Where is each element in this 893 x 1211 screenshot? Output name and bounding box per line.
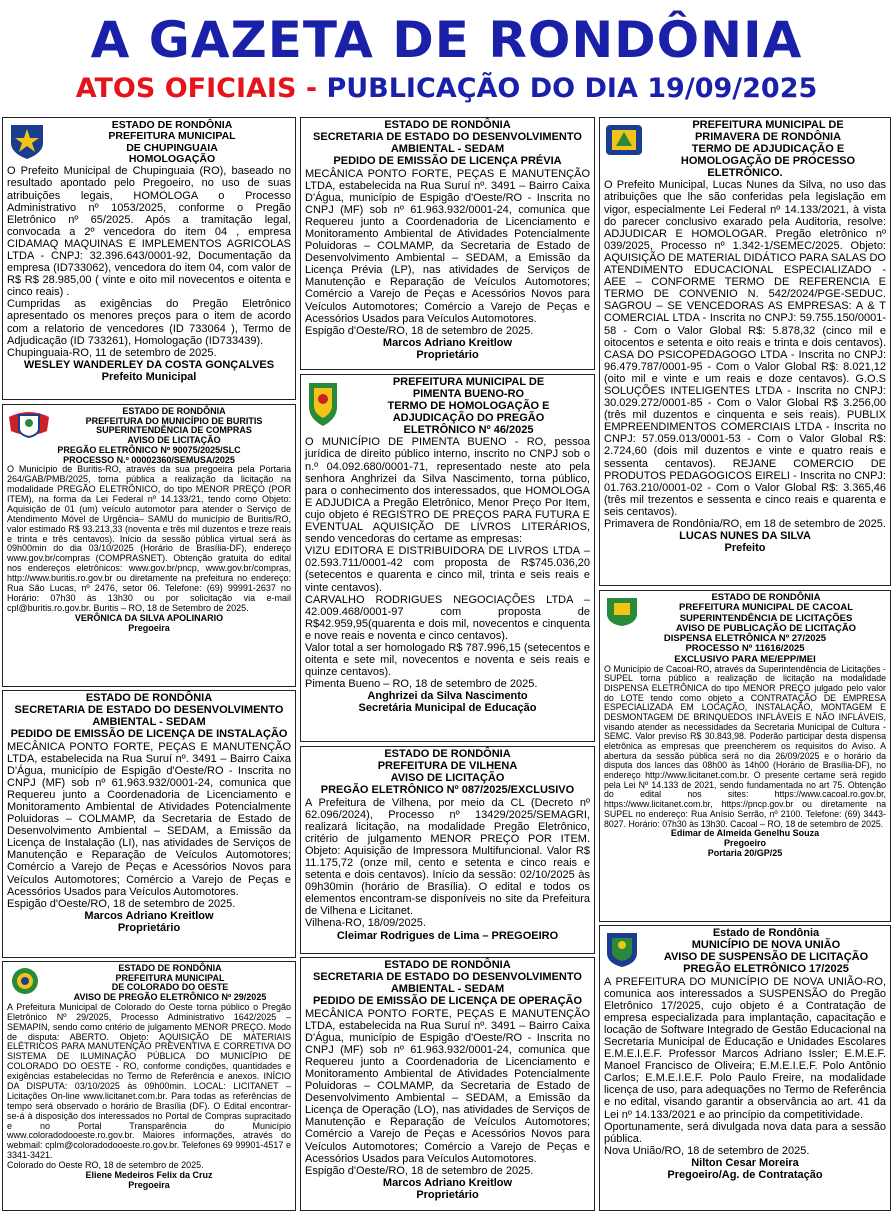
notice-header: ESTADO DE RONDÔNIA	[85, 692, 213, 704]
notice-header: HOMOLOGAÇÃO DE PROCESSO ELETRÔNICO.	[680, 154, 856, 179]
notice-sedam-operacao	[300, 957, 595, 1211]
notice-header: Estado de Rondônia	[712, 927, 820, 939]
notice-body: MECÂNICA PONTO FORTE, PEÇAS E MANUTENÇÃO LTDA, estabelecida na Rua Suruí nº. 3491 – Bairro Caixa D'Água, município de Espigão d'Oeste/RO - Inscrita no CNPJ (MF) sob nº 61.963.932/0001-24, comunica que Requereu junto a Coordenadoria de Licenciamento e Monitoramento Ambiental de Atividades Potencialmente Poluidoras – COLMAMP, da Secretaria de Estado de Desenvolvimento Ambiental – SEDAM, a Emissão da Licença Prévia (LP), nas atividades de Serviços de Manutenção e Reparação de Veículos Automotores; Comércio a Varejo de Peças e Acessórios Novos para Veículos Automotores; Comércio a Varejo de Peças e Acessórios Usados para Veículos Automotores. Espigão d'Oeste/RO, 18 de setembro de 2025.	[305, 167, 590, 337]
notice-header: PREFEITURA MUNICIPAL DE	[392, 376, 545, 388]
notice-cacoal	[599, 590, 891, 922]
signatory-name: Nilton Cesar Moreira	[691, 1156, 799, 1169]
notice-header: ESTADO DE RONDÔNIA	[384, 119, 511, 131]
signatory-name: WESLEY WANDERLEY DA COSTA GONÇALVES	[23, 358, 275, 371]
edition-line	[0, 72, 893, 106]
notice-header: PRIMAVERA DE RONDÔNIA	[694, 130, 842, 143]
notice-body: O Município de Cacoal-RO, através da Superintendência de Licitações - SUPEL torna público a realização de licitação na modalidade DISPENSA ELETRÔNICA do tipo MENOR PREÇO julgado pelo valor do LOTE tendo como objeto a CONTRATAÇÃO DE EMPRESA ESPECIALIZADA EM LOCAÇÃO, INSTALAÇÃO, MONTAGEM E DESMONTAGEM DE BRINQUEDOS INFLÁVEIS E NÃO INFLÁVEIS, visando atender as necessidades da Secretaria Municipal de Cultura - SEMC. Valor previso R$ 30.843,98. Poderão participar desta dispensa eletrônica as empresas que preencherem os requisitos do Aviso. A abertura da sessão pública será no dia 26/09/2025 e o horário da disputa dos lances das 08h00 às 14h00 (Horário de Brasília-DF), no endereço http://www.licitanet.com.br. O presente certame será regido pela Lei Nº 14.133 de 2021, sendo fundamentada no art 75. Obtenção do edital nos sites: https://www.cacoal.ro.gov.br, https://www.licitanet.com.br, https://pncp.gov.br ou diretamente na SUPEL no endereço: Rua Anísio Serrão, nº 2100. Telefone: (69) 3443-8027. Horário: 07h30 às 13h30. Cacoal – RO, 18 de setembro de 2025.	[604, 663, 886, 829]
signatory-role: Pregoeira	[128, 622, 170, 633]
notice-header: PREGÃO ELETRÔNICO 17/2025	[683, 962, 849, 975]
signatory-name: Edimar de Almeida Genelhu Souza	[670, 828, 820, 839]
signatory-role: Secretária Municipal de Educação	[358, 702, 537, 715]
notice-header: MUNICÍPIO DE NOVA UNIÃO	[691, 938, 841, 951]
notice-header: PREFEITURA DE VILHENA	[377, 759, 518, 772]
notice-header: PREGÃO ELETRÔNICO Nº 087/2025/EXCLUSIVO	[320, 783, 575, 796]
notice-header: EXCLUSIVO PARA ME/EPP/MEI	[674, 653, 816, 665]
notice-buritis	[2, 404, 296, 687]
notice-header: ESTADO DE RONDÔNIA	[118, 963, 222, 973]
notice-header: PROCESSO Nº 11616/2025	[685, 643, 805, 655]
masthead	[0, 0, 893, 115]
signatory-name: VERÔNICA DA SILVA APOLINARIO	[74, 612, 224, 623]
cacoal-coat-of-arms-icon	[604, 595, 640, 627]
separator: -	[305, 73, 318, 104]
municipal-star-crest-icon	[7, 122, 47, 160]
notice-header: TERMO DE ADJUDICAÇÃO E	[691, 142, 845, 155]
notice-header: PREFEITURA MUNICIPAL	[108, 130, 236, 143]
notice-header: SECRETARIA DE ESTADO DO DESENVOLVIMENTO AMBIENTAL - SEDAM	[14, 703, 284, 728]
notice-vilhena	[300, 746, 595, 954]
signatory-name: Marcos Adriano Kreitlow	[382, 1176, 513, 1189]
signatory-name: Anghrizei da Silva Nascimento	[367, 690, 528, 703]
notice-header: AVISO DE PUBLICAÇÃO DE LICITAÇÃO	[675, 622, 857, 634]
notice-header: PREGÃO ELETRÔNICO Nº 90075/2025/SLC	[57, 444, 241, 455]
notice-header: DISPENSA ELETRÔNICA Nº 27/2025	[663, 633, 827, 644]
notice-colorado	[2, 961, 296, 1211]
notice-header: HOMOLOGAÇÃO	[128, 152, 216, 165]
colorado-coat-of-arms-icon	[7, 966, 43, 996]
signatory-name: Cleimar Rodrigues de Lima – PREGOEIRO	[336, 929, 559, 942]
notice-header: SECRETARIA DE ESTADO DO DESENVOLVIMENTO AMBIENTAL - SEDAM	[313, 970, 582, 995]
notice-header: AVISO DE LICITAÇÃO	[127, 435, 221, 446]
notice-body: O Prefeito Municipal, Lucas Nunes da Silva, no uso das atribuições que lhe são conferidas pela legislação em vigor, especialmente Lei Federal nº 14.133/2021, à vista do parecer conclusivo exarado pela Auditoria, resolve: ADJUDICAR E HOMOLOGAR. Pregão eletrônico nº 039/2025, Processo nº 1.342-1/SEMEC/2025. Objeto: AQUISIÇÃO DE MATERIAL DIDÁTICO PARA SALAS DO ATENDIMENTO EDUCACIONAL ESPECIALIZADO - AEE – CONFORME TERMO DE REFERENCIA E TERMO DE CONVENIO N. 542/2024/PGE-SEDUC. SAGROU – SE VENCEDORAS AS EMPRESAS: A & T COMERCIAL LTDA - Inscrita no CNPJ: 59.755.150/0001-58 - Com o Valor Global R$: 5.878,32 (cinco mil e oitocentos e setenta e oito reais e trinta e dois centavos). CASA DO PSICOPEDAGOGO LTDA - Inscrita no CNPJ: 96.479.787/0001-95 - Com o Valor Global R$: 8.021,12 (oito mil e vinte e um reais e doze centavos). G.O.S SOLUÇÕES INTELIGENTES LTDA - Inscrita no CNPJ: 30.029.272/0001-85 - Com o Valor Global R$ 3.256,00 (três mil duzentos e cinquenta e seis reais). PUBLIX EMPREENDIMENTOS COMERCIAIS LTDA - Inscrita no CNPJ: 57.059.013/0001-53 - Com o Valor Global R$: 2.724,60 (dois mil duzentos e vinte e quatro reais e sessenta centavos). REJANE COMERCIO DE PRODUTOS PEDAGOGICOS EIRELI - Inscrita no CNPJ: 01.763.210/0001-02 - Com o Valor Global R$: 3.365,46 (três mil trezentos e sessenta e cinco reais e quarenta e seis centavos). Primavera de Rondônia/RO, em 18 de setembro de 2025.	[604, 179, 886, 530]
notice-header: PREFEITURA MUNICIPAL DE CACOAL	[679, 602, 853, 614]
newspaper-title: A GAZETA DE RONDÔNIA	[90, 11, 803, 69]
notice-body: O Prefeito Municipal de Chupinguaia (RO), baseado no resultado apontado pelo Pregoeiro, no uso de suas atribuições legais, HOMOLOGA o Processo Administrativo nº 1053/2025, conforme o Pregão Eletrônico nº 65/2025. Após a tramitação legal, convocada a 2º vencedora do item 04 , empresa CIDAMAQ MAQUINAS E IMPLEMENTOS AGRICOLAS LTDA - CNPJ: 32.396.643/0001-92, Documentação da empresa (ID733062), vencedora do item 04, com valor de R$ R$ 28.985,00 ( vinte e oito mil novecentos e oitenta e cinco reais) . Cumpridas as exigências do Pregão Eletrônico apresentado os menores preços para o item de acordo com a relatorio de vencedores (ID 733064 ), Termo de Adjudicação (ID 733261), Homologação (ID733439). Chupinguaia-RO, 11 de setembro de 2025.	[7, 165, 291, 359]
publication-date: PUBLICAÇÃO DO DIA 19/09/2025	[326, 73, 818, 104]
notice-pimenta-bueno	[300, 374, 595, 742]
notice-sedam-instalacao	[2, 690, 296, 958]
notice-header: TERMO DE HOMOLOGAÇÃO E	[387, 399, 550, 412]
signatory-name: LUCAS NUNES DA SILVA	[679, 530, 811, 543]
section-label: ATOS OFICIAIS	[75, 73, 297, 104]
notice-body: O MUNICÍPIO DE PIMENTA BUENO - RO, pessoa jurídica de direito público interno, inscrito no CNPJ sob o n.º 04.092.680/0001-71, representado neste ato pela senhora Anghrizei da Silva Nascimento, torna público, para o conhecimento dos interessados, que HOMOLOGA E ADJUDICA a Pregão Eletrônico, Menor Preço Por Item, cujo objeto é REGISTRO DE PREÇOS PARA FUTURA E EVENTUAL AQUISIÇÃO DE LIVROS LITERÁRIOS, sendo vencedoras do certame as empresas: VIZU EDITORA E DISTRIBUIDORA DE LIVROS LTDA – 02.593.711/0001-42 com proposta de R$745.036,20 (setecentos e quarenta e cinco mil, trinta e seis reais e vinte centavos). CARVALHO RODRIGUES NEGOCIAÇÕES LTDA – 42.009.468/0001-97 com proposta de R$42.959,95(quarenta e dois mil, novecentos e cinquenta e nove reais e noventa e cinco centavos). Valor total a ser homologado R$ 787.996,15 (setecentos e oitenta e sete mil, novecentos e noventa e seis reais e quinze centavos). Pimenta Bueno – RO, 18 de setembro de 2025.	[305, 436, 590, 691]
notice-header: SUPERINTENDÊNCIA DE COMPRAS	[96, 425, 252, 436]
notice-header: ADJUDICAÇÃO DO PREGÃO	[392, 411, 545, 424]
notice-header: DE COLORADO DO OESTE	[111, 982, 229, 993]
signatory-role: Prefeito Municipal	[101, 370, 197, 383]
notice-body: A Prefeitura Municipal de Colorado do Oeste torna público o Pregão Eletrônico Nº 29/2025, Processo Administrativo 1642/2025 – SEMAPIN, sendo como critério de julgamento MENOR PREÇO. Modo de disputa: ABERTO. Objeto: AQUISIÇÃO DE MATERIAIS ELÉTRICOS PARA MANUTENÇÃO PREVENTIVA E CORRETIVA DO SISTEMA DE ILUMINAÇÃO PÚBLICA DO MUNICÍPIO DE COLORADO DO OESTE - RO, conforme condições, quantidades e exigências estabelecidas no Termo de Referência e anexos. INÍCIO DA DISPUTA: 03/10/2025 às 09h00min. LOCAL: LICITANET – Licitações On-line www.licitanet.com.br. Para todas as referências de tempo será observado o horário de Brasília (DF). O Edital encontrar-se-á à disposição dos interessados no Portal de Compras supracitado e no Portal Transparência do Município www.coloradodooeste.ro.gov.br. Maiores informações, através do webmail: cplm@coloradodooeste.ro.gov.br. Telefones 69 99901-4517 e 3341-3421. Colorado do Oeste RO, 18 de setembro de 2025.	[7, 1001, 291, 1171]
notice-header: ELETRÔNICO Nº 46/2025	[403, 423, 534, 436]
notice-nova-uniao	[599, 925, 891, 1211]
notice-header: ESTADO DE RONDÔNIA	[711, 592, 821, 603]
notice-header: SECRETARIA DE ESTADO DO DESENVOLVIMENTO AMBIENTAL - SEDAM	[313, 130, 582, 155]
notice-header: PREFEITURA DO MUNICÍPIO DE BURITIS	[85, 415, 263, 426]
notice-header: PREFEITURA MUNICIPAL DE	[692, 119, 844, 131]
pimenta-bueno-coat-of-arms-icon	[305, 379, 341, 429]
notice-chupinguaia	[2, 117, 296, 400]
signatory-role: Proprietário	[416, 348, 479, 361]
signatory-name: Eliene Medeiros Felix da Cruz	[85, 1170, 213, 1181]
primavera-coat-of-arms-icon	[604, 122, 644, 158]
signatory-role: Pregoeiro/Ag. de Contratação	[667, 1169, 823, 1181]
notice-header: PROCESSO N.º 00002360/SEMUSA/2025	[63, 454, 235, 465]
notice-header: ESTADO DE RONDÔNIA	[122, 406, 226, 416]
notice-header: PEDIDO DE EMISSÃO DE LICENÇA PRÉVIA	[333, 154, 562, 167]
notice-header: DE CHUPINGUAIA	[126, 141, 218, 154]
signatory-name: Marcos Adriano Kreitlow	[382, 336, 513, 349]
notice-body: A Prefeitura de Vilhena, por meio da CL (Decreto nº 62.096/2024), Processo nº 13429/2025/SEMAGRI, realizará licitação, na modalidade Pregão Eletrônico, critério de julgamento MENOR PREÇO POR ITEM. Objeto: Aquisição de Impressora Multifuncional. Valor R$ 11.175,72 (onze mil, cento e setenta e cinco reais e setenta e dois centavos). Início da sessão: 02/10/2025 às 09h30min (horário de Brasília). O edital e todos os elementos encontram-se disponíveis no site da Prefeitura de Vilhena e Licitanet. Vilhena-RO, 18/09/2025.	[305, 796, 590, 930]
signatory-role: Pregoeiro	[723, 838, 766, 849]
notice-header: PIMENTA BUENO-RO	[412, 387, 525, 400]
notice-body: A PREFEITURA DO MUNICÍPIO DE NOVA UNIÃO-RO, comunica aos interessados a SUSPENSÃO do Pregão Eletrônico 17/2025, cujo objeto é a Contratação de empresa especializada para implantação, capacitação e locação de Software Integrado de Gestão Educacional na Secretaria Municipal de Educação e Unidades Escolares E.M.E.I.E.F. Professor Marcos Adriano Issler; E.M.E.F. Manoel Francisco de Oliveira; E.M.E.I.E.F. Polo Antônio Carlos; E.M.E.I.E.F. Polo Paulo Freire, na modalidade licença de uso, para adequações no Termo de Referência e no edital, visando garantir a observância ao art. 41 da Lei nº 14.133/2021 e ao princípio da competitividade. Oportunamente, será divulgada nova data para a sessão pública. Nova União/RO, 18 de setembro de 2025.	[604, 975, 886, 1157]
signatory-role: Prefeito	[724, 542, 766, 555]
notice-header: PREFEITURA MUNICIPAL	[115, 972, 225, 983]
notice-header: ESTADO DE RONDÔNIA	[384, 959, 511, 971]
notice-body: O Município de Buritis-RO, através da sua pregoeira pela Portaria 264/GAB/PMB/2025, torna pública a realização da licitação na modalidade PREGÃO ELETRÔNICO, do tipo MENOR PREÇO (POR ITEM), na forma da Lei Federal nº 14.133/21, tendo como Objeto: Aquisição de 01 (um) veículo automotor para atender o Serviço de Atendimento Móvel de Urgência– SAMU do município de Buritis/RO, valor estimado R$ 93.213,33 (noventa e três mil duzentos e treze reais e trinta e três centavos). Início da sessão pública virtual será às 09h00min do dia 03/10/2025 (Horário de Brasília-DF), endereço www.gov.br/compras (COMPRASNET). Obtenção gratuita do edital nos endereços eletrônicos: www.gov.br/pncp, www.gov.br/compras, http://www.buritis.ro.gov.br ou diretamente na prefeitura no endereço: Rua São Lucas, nº 2476, setor 06. Telefone: (69) 99991-2637 no Horário: 07h30 às 13h30 ou por solicitação via e-mail cpl@buritis.ro.gov.br. Buritis – RO, 18 de Setembro de 2025.	[7, 464, 291, 613]
notice-header: SUPERINTENDÊNCIA DE LICITAÇÕES	[679, 612, 853, 624]
notice-header: ESTADO DE RONDÔNIA	[384, 748, 511, 760]
notice-header: AVISO DE LICITAÇÃO	[390, 771, 505, 784]
signatory-name: Marcos Adriano Kreitlow	[84, 909, 214, 922]
signatory-role: Proprietário	[416, 1188, 479, 1201]
notice-body: MECÂNICA PONTO FORTE, PEÇAS E MANUTENÇÃO LTDA, estabelecida na Rua Suruí nº. 3491 – Bairro Caixa D'Água, município de Espigão d'Oeste/RO - Inscrita no CNPJ (MF) sob nº 61.963.932/0001-24, comunica que Requereu junto a Coordenadoria de Licenciamento e Monitoramento Ambiental de Atividades Potencialmente Poluidoras – COLMAMP, da Secretaria de Estado de Desenvolvimento Ambiental – SEDAM, a Emissão da Licença de Operação (LO), nas atividades de Serviços de Manutenção e Reparação de Veículos Automotores; Comércio a Varejo de Peças e Acessórios Novos para Veículos Automotores; Comércio a Varejo de Peças e Acessórios Usados para Veículos Automotores. Espigão d'Oeste/RO, 18 de setembro de 2025.	[305, 1007, 590, 1177]
notice-header: PEDIDO DE EMISSÃO DE LICENÇA DE OPERAÇÃO	[312, 994, 583, 1007]
buritis-coat-of-arms-icon	[7, 409, 51, 439]
nova-uniao-coat-of-arms-icon	[604, 930, 640, 970]
notice-primavera	[599, 117, 891, 586]
notice-header: PEDIDO DE EMISSÃO DE LICENÇA DE INSTALAÇÃO	[10, 727, 288, 740]
signatory-role: Pregoeira	[128, 1179, 170, 1190]
notice-header: AVISO DE PREGÃO ELETRÔNICO Nº 29/2025	[73, 992, 267, 1003]
notice-body: MECÂNICA PONTO FORTE, PEÇAS E MANUTENÇÃO LTDA, estabelecida na Rua Suruí nº. 3491 – Bairro Caixa D'Água, município de Espigão d'Oeste/RO - Inscrita no CNPJ (MF) sob nº 61.963.932/0001-24, comunica que Requereu junto a Coordenadoria de Licenciamento e Monitoramento Ambiental de Atividades Potencialmente Poluidoras – COLMAMP, da Secretaria de Estado de Desenvolvimento Ambiental – SEDAM, a Emissão da Licença de Instalação (LI), nas atividades de Serviços de Manutenção e Reparação de Veículos Automotores; Comércio a Varejo de Peças e Acessórios Novos para Veículos Automotores; Comércio a Varejo de Peças e Acessórios Usados para Veículos Automotores. Espigão d'Oeste/RO, 18 de setembro de 2025.	[7, 740, 291, 910]
notice-header: ESTADO DE RONDÔNIA	[111, 119, 233, 131]
notice-header: AVISO DE SUSPENSÃO DE LICITAÇÃO	[663, 950, 869, 963]
signatory-ordinance: Portaria 20/GP/25	[707, 847, 783, 858]
notice-sedam-previa	[300, 117, 595, 370]
signatory-role: Proprietário	[117, 921, 181, 934]
